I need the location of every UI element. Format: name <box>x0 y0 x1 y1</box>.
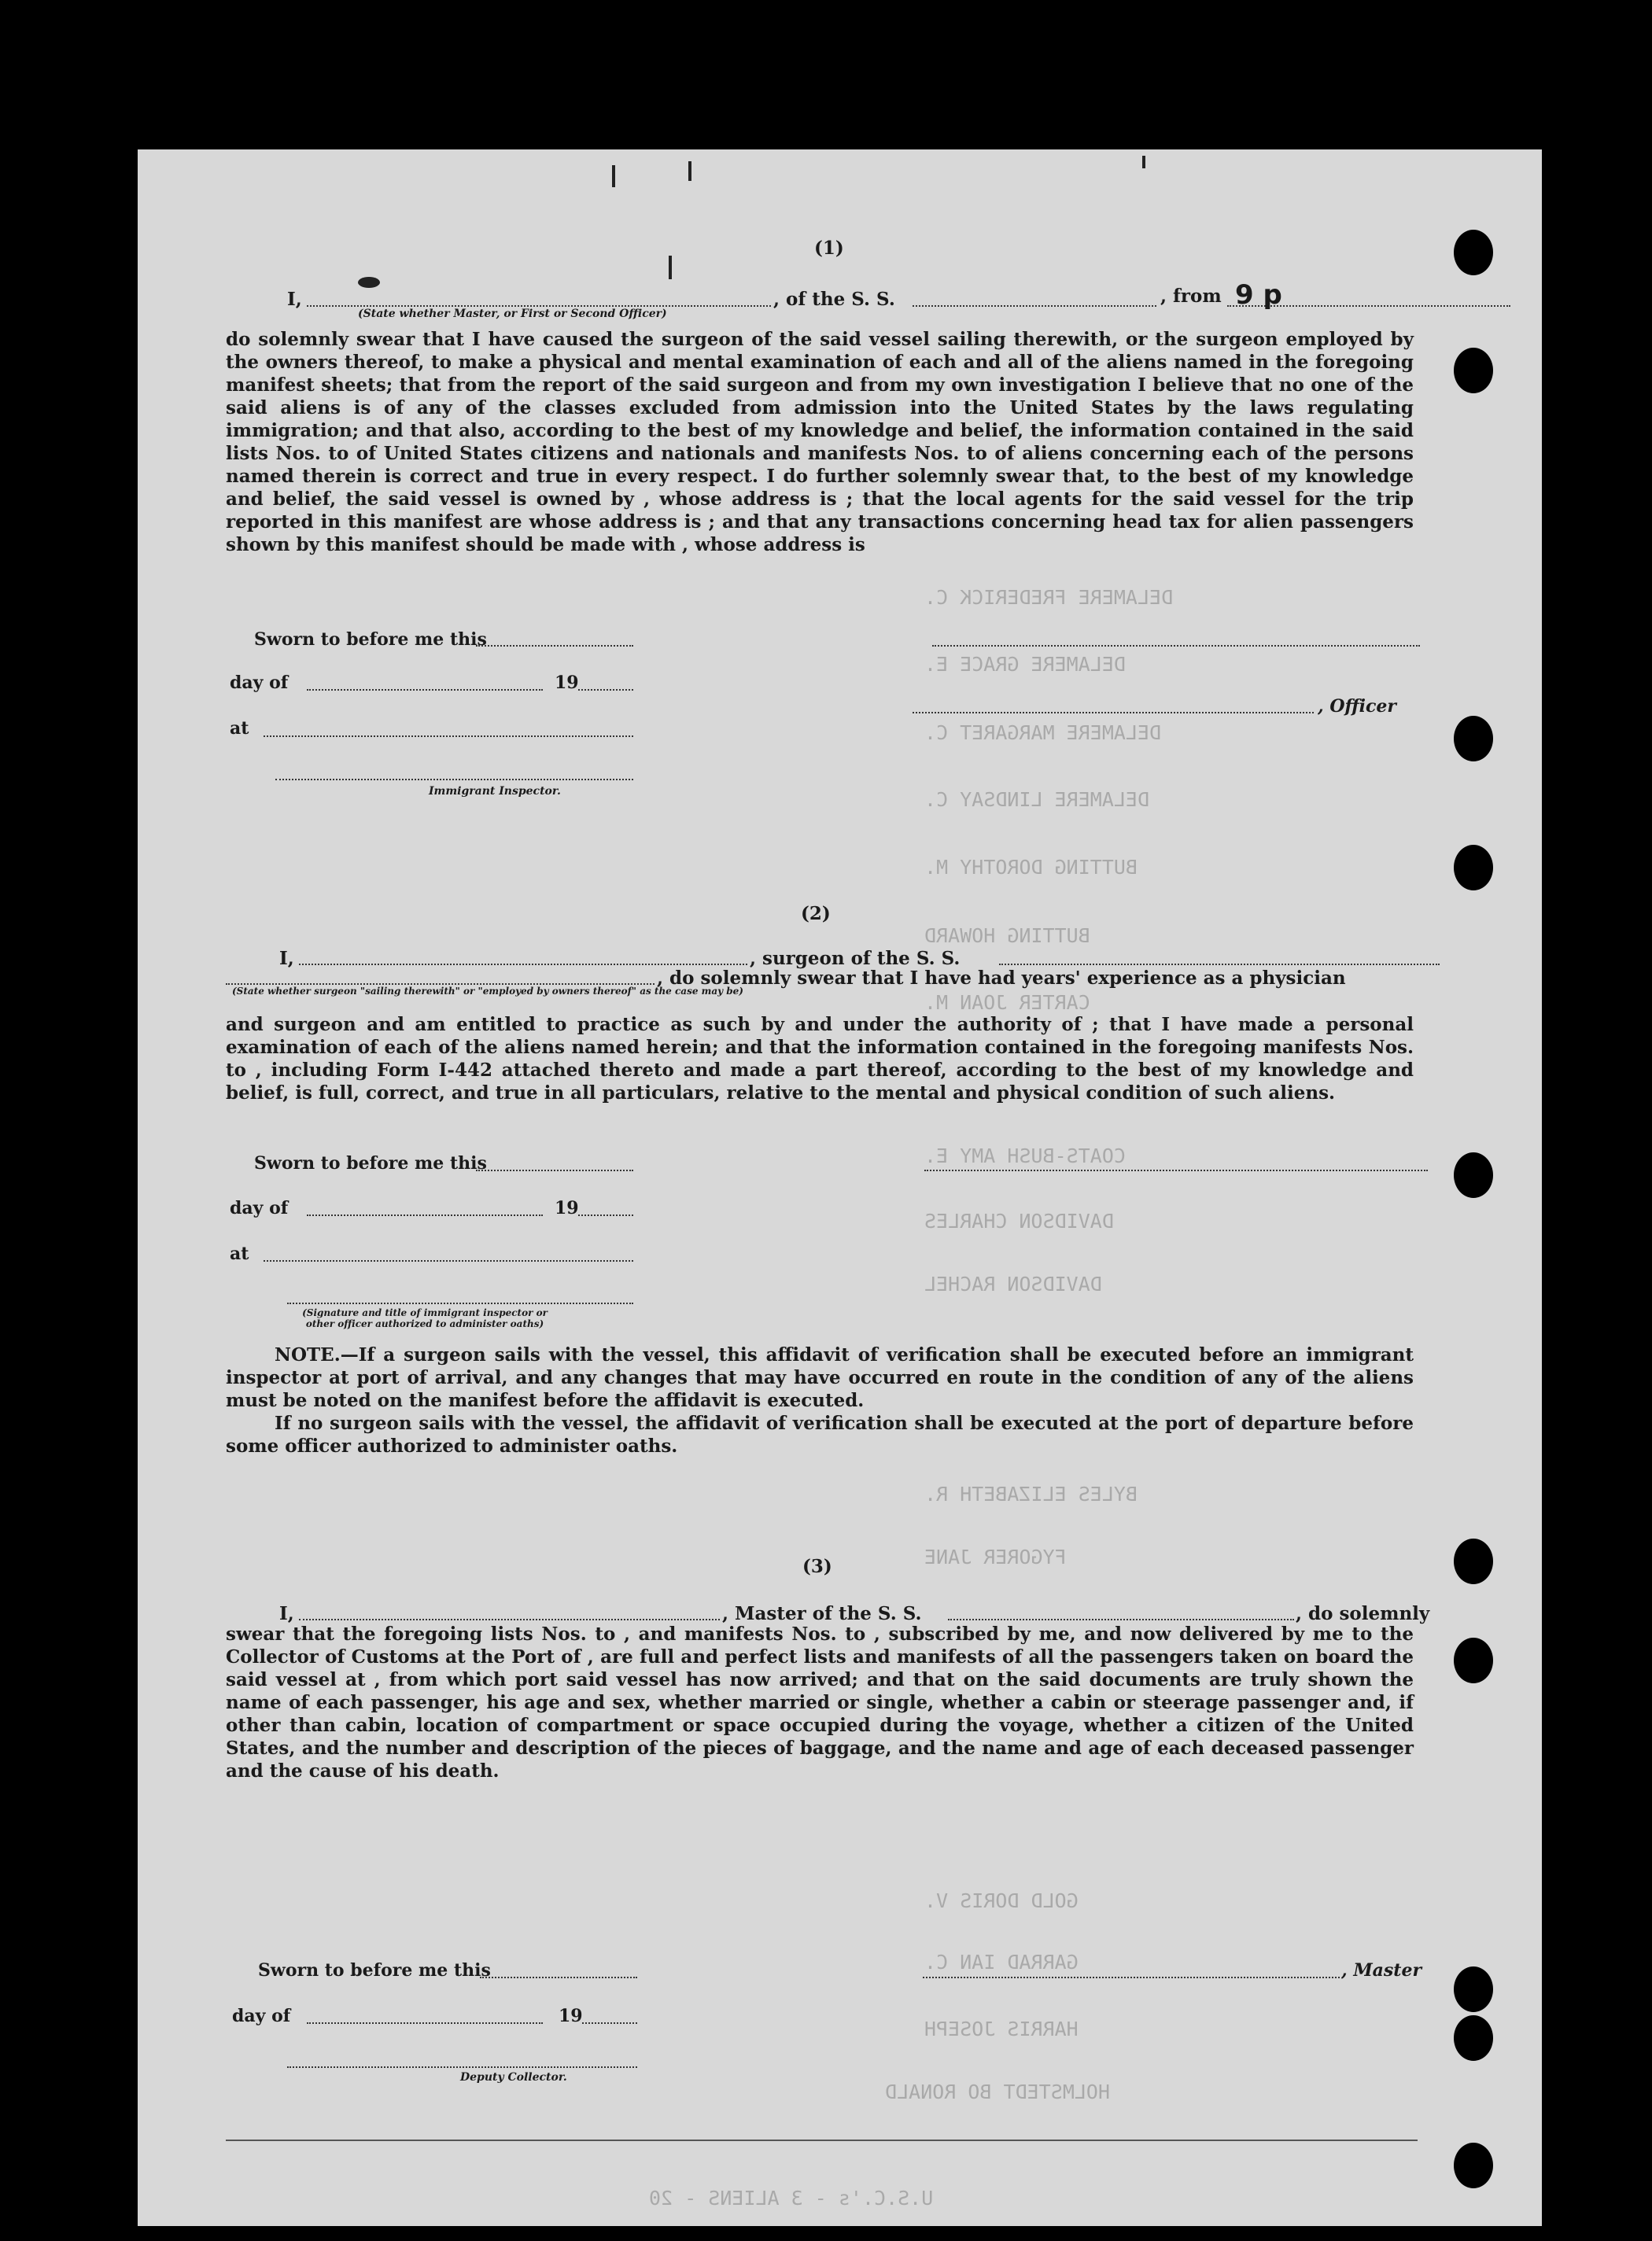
pen-mark <box>612 165 615 187</box>
blank-line <box>932 645 1420 647</box>
master-oath-end: , do solemnly <box>1296 1603 1430 1624</box>
bleed-through-text: CARTER JOAN M. <box>924 991 1090 1014</box>
signature-line <box>287 2066 637 2068</box>
note-label: NOTE. <box>275 1344 341 1366</box>
signature-caption: (Signature and title of immigrant inspector or other officer authorized to administer oaths) <box>302 1307 548 1329</box>
bottom-rule <box>226 2140 1418 2141</box>
binder-hole <box>1454 716 1493 761</box>
section-number: (3) <box>802 1556 832 1577</box>
blank-line <box>578 1214 633 1216</box>
blank-line <box>226 983 655 985</box>
binder-hole <box>1454 230 1493 275</box>
signature-line <box>913 712 1314 713</box>
bleed-through-text: BUTTING HOWARD <box>924 924 1090 947</box>
day-label: day of <box>232 2006 291 2026</box>
signature-line <box>923 1977 1340 1978</box>
year-label: 19 <box>559 2006 583 2026</box>
manifest-page <box>138 149 1542 2226</box>
note-text: —If a surgeon sails with the vessel, this affidavit of verification shall be executed before an immigrant inspector at port of arrival, and any changes that may have occurred en route in the condition of any of the aliens must be noted on the manifest before the affidavit is executed. <box>226 1344 1414 1411</box>
bleed-through-text: COATS-BUSH AMY E. <box>924 1144 1126 1167</box>
blank-line <box>476 1170 633 1171</box>
sworn-label: Sworn to before me this <box>254 629 487 650</box>
oath-paragraph: do solemnly swear that I have caused the surgeon of the said vessel sailing therewith, or the surgeon employed by the owners thereof, to make a physical and mental examination of each and all of the aliens named in the foregoing manifest sheets; that from the report of the said surgeon and from my own investigation I believe that no one of the said aliens is of any of the classes excluded from admission into the United States by the laws regulating immigration; and that also, according to the best of my knowledge and belief, the information contained in the said lists Nos. to of United States citizens and nationals and manifests Nos. to of aliens concerning each of the persons named therein is correct and true in every respect. I do further solemnly swear that, to the best of my knowledge and belief, the said vessel is owned by , whose address is ; that the local agents for the said vessel for the trip reported in this manifest are whose address is ; and that any transactions concerning head tax for alien passengers shown by this manifest should be made with , whose address is <box>226 329 1414 555</box>
pen-mark <box>688 161 691 181</box>
bleed-through-text: DELAMERE FREDERICK C. <box>924 586 1174 609</box>
blank-line <box>264 1260 633 1262</box>
year-label: 19 <box>555 673 579 693</box>
binder-hole <box>1454 1966 1493 2012</box>
blank-line <box>264 735 633 737</box>
blank-line <box>480 1977 637 1978</box>
binder-hole <box>1454 2143 1493 2188</box>
note-paragraph-2: If no surgeon sails with the vessel, the affidavit of verification shall be executed at the port of departure before some officer authorized to administer oaths. <box>226 1413 1414 1457</box>
bleed-through-text: FYGORER JANE <box>924 1546 1067 1568</box>
section-number: (2) <box>801 903 831 924</box>
binder-hole <box>1454 1539 1493 1584</box>
pen-mark <box>1142 156 1145 168</box>
handwritten-entry: 9 p <box>1235 279 1282 311</box>
oath-line-start: I, <box>279 1603 294 1624</box>
blank-line <box>307 305 771 307</box>
at-label: at <box>230 1244 249 1264</box>
day-label: day of <box>230 673 289 693</box>
blank-line <box>578 689 633 691</box>
section-number: (1) <box>814 238 844 259</box>
binder-hole <box>1454 1638 1493 1683</box>
master-label: , Master <box>1341 1960 1422 1981</box>
oath-line-start: I, <box>287 289 302 310</box>
binder-hole <box>1454 2015 1493 2061</box>
blank-line <box>476 645 633 647</box>
blank-line <box>948 1619 1294 1620</box>
blank-line <box>307 689 543 691</box>
bleed-through-text: HARRIS JOSEPH <box>924 2018 1079 2040</box>
sworn-label: Sworn to before me this <box>258 1960 491 1981</box>
signature-line <box>287 1303 633 1304</box>
at-label: at <box>230 718 249 739</box>
binder-hole <box>1454 1152 1493 1198</box>
oath-from-label: , from <box>1160 286 1222 307</box>
bleed-through-text: HOLMSTEDT BO RONALD <box>885 2081 1110 2103</box>
oath-vessel-label: , of the S. S. <box>773 289 895 310</box>
blank-line <box>999 964 1440 965</box>
surgeon-oath-line: , do solemnly swear that I have had years' experience as a physician <box>657 968 1346 989</box>
signature-line <box>924 1170 1428 1171</box>
bleed-through-text: DAVIDSON RACHEL <box>924 1273 1102 1296</box>
blank-line <box>307 1214 543 1216</box>
blank-line <box>913 305 1156 307</box>
oath-line-start: I, <box>279 948 294 969</box>
blank-line <box>299 1619 720 1620</box>
inspector-caption: Immigrant Inspector. <box>429 785 561 798</box>
bleed-through-text: DAVIDSON CHARLES <box>924 1210 1114 1233</box>
master-vessel-label: , Master of the S. S. <box>722 1603 922 1624</box>
surgeon-paragraph: and surgeon and am entitled to practice as such by and under the authority of ; that I have made a personal examination of each of the aliens named herein; and that the information contained in the foregoing manifests Nos. to , including Form I-442 attached thereto and made a part thereof, according to the best of my knowledge and belief, is full, correct, and true in all particulars, relative to the mental and physical condition of such aliens. <box>226 1014 1414 1104</box>
bleed-through-text: DELAMERE MARGARET C. <box>924 721 1162 744</box>
blank-line <box>582 2022 637 2024</box>
bleed-through-text: BUTTING DOROTHY M. <box>924 856 1138 879</box>
signature-line <box>275 779 633 780</box>
bleed-through-text: DELAMERE LINDSAY C. <box>924 788 1149 811</box>
bleed-through-text: GOLD DORIS V. <box>924 1889 1079 1912</box>
pen-mark <box>669 256 672 279</box>
master-paragraph: swear that the foregoing lists Nos. to , and manifests Nos. to , subscribed by me, and now delivered by me to the Collector of Customs at the Port of , are full and perfect lists and manifests of all the passengers taken on board the said vessel at , from which port said vessel has now arrived; and that on the said documents are truly shown the name of each passenger, his age and sex, whether married or single, whether a cabin or steerage passenger and, if other than cabin, location of compartment or space occupied during the voyage, whether a citizen of the United States, and the number and description of the pieces of baggage, and the name and age of each deceased passenger and the cause of his death. <box>226 1624 1414 1782</box>
blank-line <box>299 964 747 965</box>
pen-mark <box>358 277 380 288</box>
bleed-through-text: U.S.C.'s - 3 ALIENS - 20 <box>649 2187 934 2210</box>
field-caption: (State whether Master, or First or Second Officer) <box>358 308 667 320</box>
day-label: day of <box>230 1198 289 1218</box>
bleed-through-text: GARRAD IAN C. <box>924 1951 1079 1974</box>
bleed-through-text: BYLES ELIZABETH R. <box>924 1483 1138 1506</box>
blank-line <box>307 2022 543 2024</box>
bleed-through-text: DELAMERE GRACE E. <box>924 653 1126 676</box>
sworn-label: Sworn to before me this <box>254 1153 487 1174</box>
field-caption: (State whether surgeon "sailing therewith" or "employed by owners thereof" as the case may be) <box>232 986 743 997</box>
year-label: 19 <box>555 1198 579 1218</box>
collector-caption: Deputy Collector. <box>460 2071 567 2084</box>
officer-label: , Officer <box>1318 696 1397 717</box>
surgeon-vessel-label: , surgeon of the S. S. <box>750 948 961 969</box>
binder-hole <box>1454 348 1493 393</box>
binder-hole <box>1454 845 1493 890</box>
note-paragraph <box>226 1343 1414 1412</box>
